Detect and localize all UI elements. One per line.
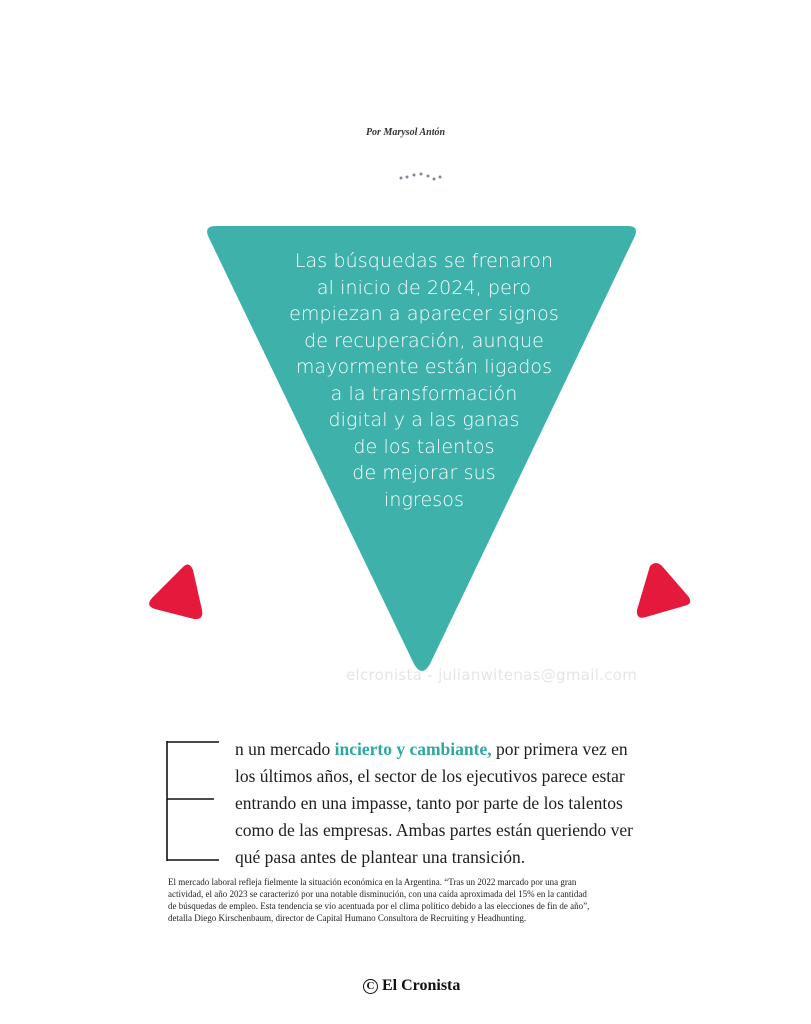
quote-line: Las búsquedas se frenaron (294, 250, 554, 272)
body-line: de búsquedas de empleo. Esta tendencia se vio acentuada por el clima político debido a las elecciones de fin de año”, (168, 901, 590, 911)
lead-line-1 (235, 736, 675, 763)
red-triangle-right (637, 563, 690, 618)
red-triangle-left (149, 564, 202, 619)
quote-line: ingresos (383, 488, 465, 511)
quote-line: al inicio de 2024, pero (316, 276, 532, 299)
quote-line: empiezan a aparecer signos (289, 303, 559, 325)
lead-line-2: los últimos años, el sector de los ejecutivos parece estar (235, 766, 625, 786)
body-line: El mercado laboral refleja fielmente la situación económica en la Argentina. “Tras un 2022 marcado por una gran (168, 877, 577, 887)
lead-line-3: entrando en una impasse, tanto por parte de los talentos (235, 793, 623, 813)
body-line: actividad, el año 2023 se caracterizó por una notable disminución, con una caída aproximada del 15% en la cantidad (168, 889, 587, 899)
quote-line: a la transformación (330, 382, 518, 405)
watermark: elcronista - julianwitenas@gmail.com (346, 666, 638, 684)
body-line: detalla Diego Kirschenbaum, director de Capital Humano Consultora de Recruiting y Headhunting. (168, 913, 527, 923)
quote-line: de recuperación, aunque (304, 329, 544, 352)
lead-text: n un mercado (235, 739, 335, 759)
pull-quote (265, 248, 583, 513)
quote-line: mayormente están ligados (295, 356, 553, 378)
logo-text: El Cronista (382, 977, 461, 994)
quote-line: de los talentos (353, 435, 495, 458)
lead-text: por primera vez en (491, 739, 628, 759)
dropcap-e (166, 741, 220, 863)
lead-paragraph (235, 736, 675, 871)
logo-mark-icon: C (363, 979, 378, 994)
quote-line: de mejorar sus (352, 462, 496, 484)
lead-highlight: incierto y cambiante, (334, 739, 492, 759)
lead-line-4: como de las empresas. Ambas partes están queriendo ver (235, 820, 633, 840)
body-paragraph (168, 876, 648, 924)
lead-line-5: qué pasa antes de plantear una transición. (235, 847, 526, 867)
el-cronista-logo (363, 975, 460, 997)
byline: Por Marysol Antón (365, 127, 446, 138)
quote-line: digital y a las ganas (328, 409, 520, 431)
